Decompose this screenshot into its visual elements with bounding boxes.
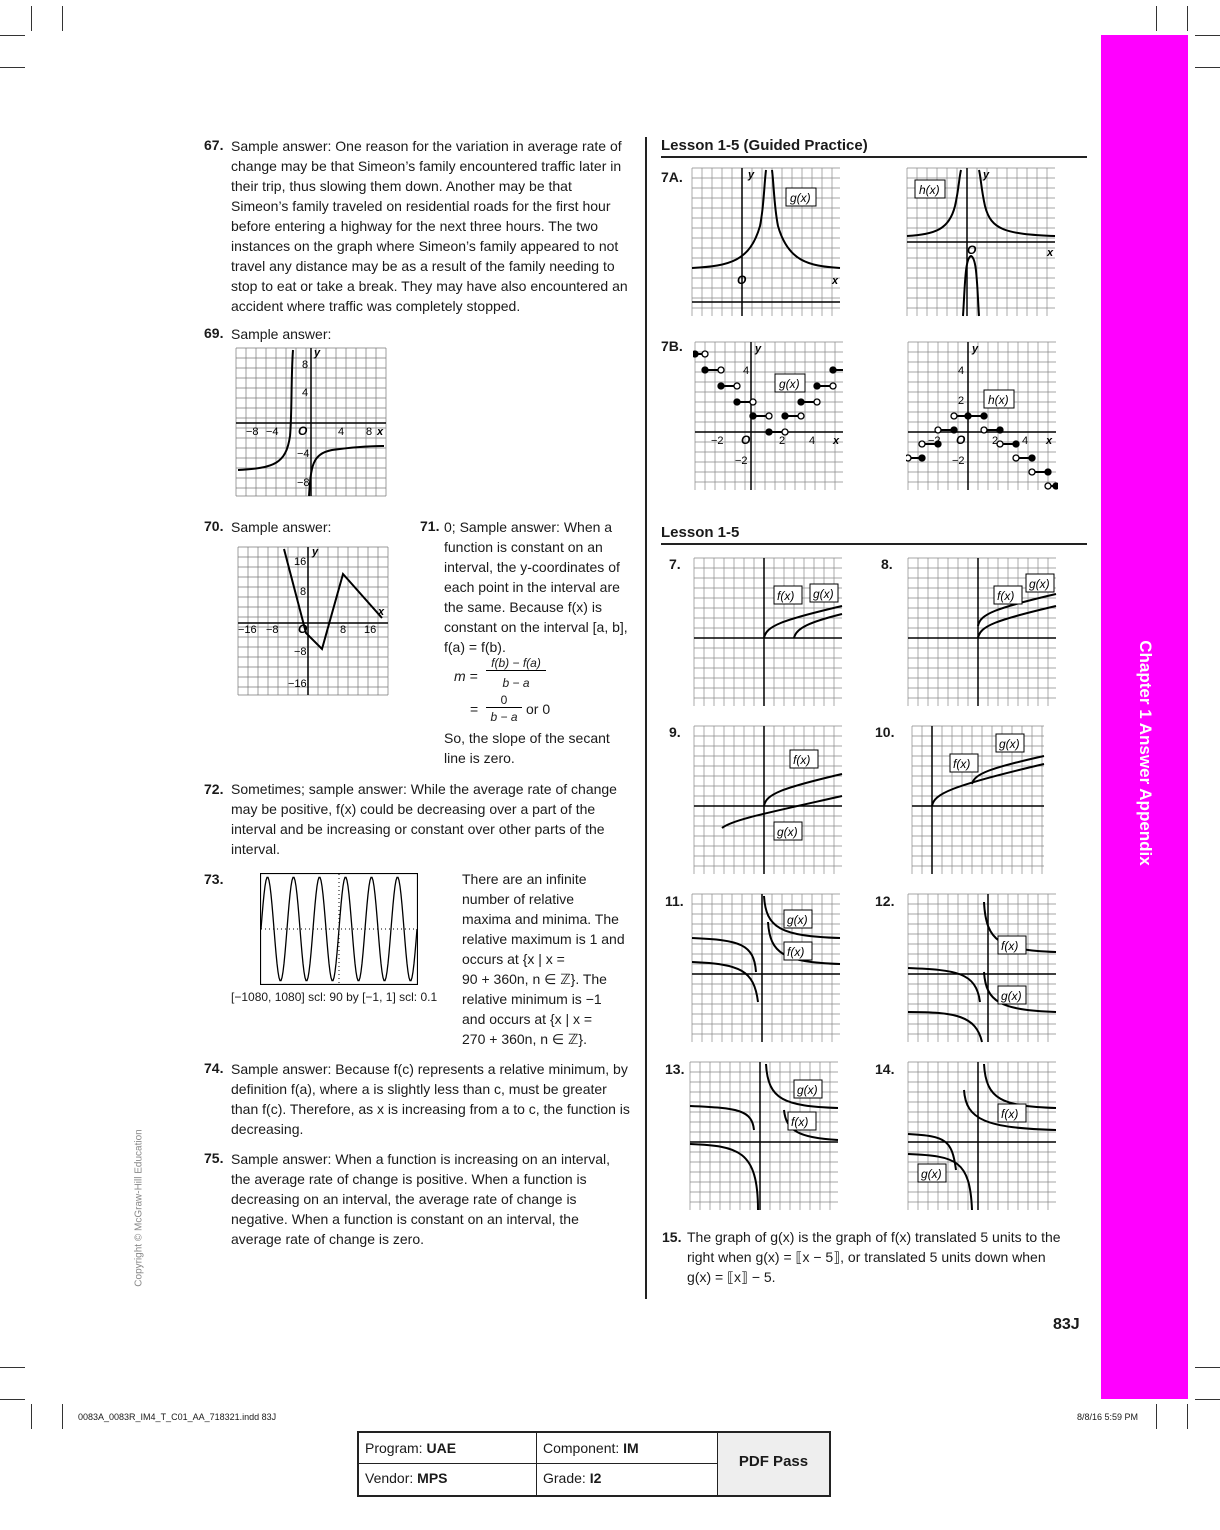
crop-mark — [0, 1399, 25, 1400]
curve — [772, 170, 840, 268]
tick-label: 2 — [992, 435, 999, 447]
label-11: 11. — [665, 893, 684, 909]
component-label: Component: — [543, 1440, 620, 1456]
vendor-label: Vendor: — [365, 1470, 414, 1486]
curve-g — [794, 614, 842, 638]
tick-label: 2 — [958, 395, 965, 407]
q71-frac2-num: 0 — [486, 693, 522, 708]
x-label: x — [378, 606, 385, 618]
tick-label: −8 — [266, 624, 279, 636]
q73-calculator-screen — [260, 873, 418, 985]
x-label: x — [833, 435, 840, 447]
func-label: f(x) — [777, 589, 795, 603]
tick-label: 4 — [958, 365, 965, 377]
origin-label: O — [956, 433, 966, 447]
program-cell — [365, 1440, 456, 1456]
crop-mark — [0, 67, 25, 68]
crop-mark — [1195, 67, 1220, 68]
curve — [692, 962, 758, 1002]
func-label: f(x) — [793, 753, 811, 767]
func-label: h(x) — [988, 393, 1009, 407]
curve — [690, 1144, 758, 1210]
curve-right — [309, 446, 384, 496]
q75-text — [231, 1149, 641, 1249]
q67-line: stop to eat or take a break. They may have also encountered an — [231, 278, 628, 294]
q75-number: 75. — [204, 1150, 224, 1166]
slug-date: 8/8/16 5:59 PM — [1077, 1412, 1139, 1422]
curve — [692, 938, 756, 972]
q15-line: right when g(x) = ⟦x − 5⟧, or translated 5 units down when — [687, 1249, 1046, 1265]
q73-number: 73. — [204, 871, 224, 887]
label-8: 8. — [881, 556, 893, 572]
func-label: g(x) — [999, 737, 1020, 751]
curve — [963, 256, 979, 316]
graph-12-overlay — [906, 892, 1058, 1044]
x-label: x — [832, 275, 839, 287]
q71-line: function is constant on an — [444, 539, 603, 555]
func-label: g(x) — [1029, 577, 1050, 591]
q72-line: Sometimes; sample answer: While the average rate of change — [231, 781, 617, 797]
func-label: g(x) — [813, 587, 834, 601]
q67-line: Simeon’s family traveled on residential roads for the first hour — [231, 198, 611, 214]
chapter-sidebar-label-wrap — [1101, 35, 1188, 1399]
q73-line: 270 + 360n, n ∈ ℤ}. — [462, 1031, 587, 1047]
tick-label: 2 — [779, 435, 786, 447]
y-label: y — [748, 169, 755, 181]
func-label: f(x) — [1001, 939, 1019, 953]
q73-line: relative maximum is 1 and — [462, 931, 625, 947]
q67-number: 67. — [204, 137, 224, 153]
q67-line: their trip, thus slowing them down. Another may be that — [231, 178, 572, 194]
q74-text — [231, 1059, 641, 1139]
tick-label: −2 — [735, 455, 748, 467]
func-label: f(x) — [997, 589, 1015, 603]
q70-graph — [236, 545, 392, 697]
func-label: f(x) — [953, 757, 971, 771]
y-label: y — [312, 546, 319, 558]
curve — [908, 1012, 982, 1042]
label-7b: 7B. — [661, 338, 683, 354]
tick-label: 4 — [1022, 435, 1029, 447]
tick-label: 8 — [366, 426, 373, 438]
label-14: 14. — [875, 1061, 895, 1077]
q71-line: f(a) = f(b). — [444, 639, 506, 655]
q67-line: before entering a highway for the next three hours. The two — [231, 218, 599, 234]
q73-line: relative minimum is −1 — [462, 991, 602, 1007]
label-10: 10. — [875, 724, 895, 740]
curve — [984, 1064, 1056, 1108]
component-value: IM — [623, 1440, 639, 1456]
q74-number: 74. — [204, 1060, 224, 1076]
q71-or0: or 0 — [526, 701, 551, 717]
func-label: g(x) — [1001, 989, 1022, 1003]
q15-text — [687, 1227, 1087, 1287]
curve — [690, 1106, 754, 1130]
section-heading-lesson: Lesson 1-5 — [661, 524, 1087, 545]
q73-line: 90 + 360n, n ∈ ℤ}. The — [462, 971, 607, 987]
page-number: 83J — [1053, 1316, 1080, 1333]
graph-10-overlay — [910, 724, 1046, 876]
y-label: y — [972, 343, 979, 355]
tick-label: −16 — [288, 678, 307, 690]
status-cell: PDF Pass — [738, 1453, 809, 1470]
crop-mark — [62, 6, 63, 31]
column-divider — [645, 137, 647, 1299]
tick-label: −2 — [928, 435, 941, 447]
crop-mark — [1187, 1404, 1188, 1429]
graph-7b-h-overlay — [906, 340, 1058, 492]
q71-line: each point in the interval are — [444, 579, 620, 595]
q73-line: maxima and minima. The — [462, 911, 619, 927]
q71-line: interval, the y-coordinates of — [444, 559, 620, 575]
y-label: y — [314, 347, 321, 359]
q73-line: and occurs at {x | x = — [462, 1011, 593, 1027]
graph-11-overlay — [690, 892, 842, 1044]
origin-label: O — [741, 433, 751, 447]
q15-line: g(x) = ⟦x⟧ − 5. — [687, 1269, 776, 1285]
origin-label: O — [298, 424, 308, 438]
q73-line: occurs at {x | x = — [462, 951, 565, 967]
q71-conclusion — [444, 728, 634, 768]
y-label: y — [983, 169, 990, 181]
crop-mark — [1195, 35, 1220, 36]
func-label: g(x) — [797, 1083, 818, 1097]
x-label: x — [377, 426, 384, 438]
q75-line: negative. When a function is constant on an interval, the — [231, 1211, 579, 1227]
func-label: g(x) — [921, 1167, 942, 1181]
q74-line: Sample answer: Because f(c) represents a relative minimum, by — [231, 1061, 628, 1077]
graph-7b-g-overlay — [693, 340, 845, 492]
grade-value: I2 — [589, 1470, 602, 1486]
q67-line: accident where traffic was completely stopped. — [231, 298, 521, 314]
q74-line: definition f(a), where a is slightly less than c, must be greater — [231, 1081, 607, 1097]
curve-f — [764, 606, 842, 638]
q67-line: Sample answer: One reason for the variation in average rate of — [231, 138, 622, 154]
x-label: x — [1046, 435, 1053, 447]
q72-text — [231, 779, 641, 859]
func-label: g(x) — [779, 377, 800, 391]
q72-line: may be positive, f(x) could be decreasing over a part of the — [231, 801, 596, 817]
production-info-table — [357, 1431, 831, 1497]
tick-label: −8 — [297, 477, 310, 489]
tick-label: −4 — [297, 448, 310, 460]
q75-line: Sample answer: When a function is increasing on an interval, — [231, 1151, 610, 1167]
q72-number: 72. — [204, 781, 224, 797]
crop-mark — [31, 1404, 32, 1429]
graph-8-overlay — [906, 556, 1058, 708]
tick-label: 16 — [364, 624, 377, 636]
q71-number: 71. — [420, 518, 440, 534]
q67-line: travel any distance may be as a result of the family needing to — [231, 258, 615, 274]
section-heading-guided: Lesson 1-5 (Guided Practice) — [661, 137, 1087, 158]
func-label: f(x) — [1001, 1107, 1019, 1121]
label-7: 7. — [669, 556, 681, 572]
grid — [238, 547, 388, 695]
origin-label: O — [737, 273, 747, 287]
label-13: 13. — [665, 1061, 685, 1077]
tick-label: 8 — [302, 359, 309, 371]
q75-line: decreasing on an interval, the average rate of change is — [231, 1191, 577, 1207]
crop-mark — [62, 1404, 63, 1429]
program-label: Program: — [365, 1440, 423, 1456]
slug-file: 0083A_0083R_IM4_T_C01_AA_718321.indd 83J — [78, 1412, 277, 1422]
tick-label: 16 — [294, 556, 307, 568]
func-label: h(x) — [919, 183, 940, 197]
q73-line: number of relative — [462, 891, 575, 907]
copyright-notice: Copyright © McGraw-Hill Education — [133, 1129, 145, 1287]
curve-f — [978, 606, 1056, 638]
func-label: g(x) — [787, 913, 808, 927]
tick-label: −16 — [238, 624, 257, 636]
func-label: g(x) — [777, 825, 798, 839]
graph-7a-h-overlay — [905, 166, 1057, 318]
func-label: f(x) — [791, 1115, 809, 1129]
q69-text: Sample answer: — [231, 326, 332, 342]
x-label: x — [1047, 247, 1054, 259]
grade-label: Grade: — [543, 1470, 586, 1486]
origin-label: O — [298, 622, 308, 636]
q71-line: the same. Because f(x) is — [444, 599, 602, 615]
q71-line: line is zero. — [444, 750, 515, 766]
component-cell — [543, 1440, 639, 1456]
tick-label: 8 — [340, 624, 347, 636]
grade-cell — [543, 1470, 601, 1486]
y-label: y — [755, 343, 762, 355]
crop-mark — [31, 6, 32, 31]
q73-text — [462, 869, 642, 1049]
q71-frac2-den: b − a — [490, 710, 518, 724]
q70-number: 70. — [204, 518, 224, 534]
q71-text — [444, 517, 634, 657]
graph-14-overlay — [906, 1060, 1058, 1212]
graph-9-overlay — [692, 724, 844, 876]
q15-line: The graph of g(x) is the graph of f(x) translated 5 units to the — [687, 1229, 1061, 1245]
q69-number: 69. — [204, 325, 224, 341]
tick-label: −2 — [952, 455, 965, 467]
graph-7-overlay — [692, 556, 844, 708]
label-7a: 7A. — [661, 169, 683, 185]
q75-line: the average rate of change is positive. When a function is — [231, 1171, 587, 1187]
q69-graph — [234, 346, 390, 498]
crop-mark — [1195, 1367, 1220, 1368]
q71-m-label: m = — [454, 668, 478, 684]
label-12: 12. — [875, 893, 895, 909]
q71-line: 0; Sample answer: When a — [444, 519, 613, 535]
crop-mark — [1156, 6, 1157, 31]
origin-label: O — [967, 243, 977, 257]
q74-line: decreasing. — [231, 1121, 304, 1137]
q73-window: [−1080, 1080] scl: 90 by [−1, 1] scl: 0.1 — [231, 990, 438, 1004]
tick-label: 8 — [300, 586, 307, 598]
q71-line: constant on the interval [a, b], — [444, 619, 628, 635]
func-label: f(x) — [787, 945, 805, 959]
graph-7a-g-overlay — [690, 166, 842, 318]
q67-text — [231, 136, 641, 316]
curve — [908, 968, 980, 1002]
tick-label: −4 — [266, 426, 279, 438]
tick-label: 4 — [302, 387, 309, 399]
q72-line: interval. — [231, 841, 281, 857]
crop-mark — [0, 35, 25, 36]
label-9: 9. — [669, 724, 681, 740]
tick-label: 4 — [338, 426, 345, 438]
q15-number: 15. — [662, 1229, 682, 1245]
crop-mark — [1195, 1399, 1220, 1400]
q74-line: than f(c). Therefore, as x is increasing from a to c, the function is — [231, 1101, 630, 1117]
vendor-value: MPS — [417, 1470, 448, 1486]
tick-label: −2 — [711, 435, 724, 447]
tick-label: 4 — [809, 435, 816, 447]
crop-mark — [0, 1367, 25, 1368]
func-label: g(x) — [790, 191, 811, 205]
curve-f — [764, 774, 842, 806]
curve — [692, 170, 766, 268]
tick-label: −8 — [294, 646, 307, 658]
chapter-sidebar-label: Chapter 1 Answer Appendix — [1135, 640, 1155, 866]
q72-line: interval and be increasing or constant over other parts of the — [231, 821, 605, 837]
q71-frac1-den: b − a — [502, 676, 530, 690]
q73-line: There are an infinite — [462, 871, 587, 887]
curve — [979, 170, 1055, 236]
crop-mark — [1156, 1404, 1157, 1429]
tick-label: −8 — [246, 426, 259, 438]
q71-line: So, the slope of the secant — [444, 730, 610, 746]
program-value: UAE — [426, 1440, 457, 1456]
q71-eq2: = — [470, 701, 479, 717]
graph-13-overlay — [688, 1060, 840, 1212]
tick-label: 4 — [743, 365, 750, 377]
q71-frac1-num: f(b) − f(a) — [486, 656, 546, 671]
crop-mark — [1187, 6, 1188, 31]
q70-text: Sample answer: — [231, 519, 332, 535]
q75-line: average rate of change is zero. — [231, 1231, 425, 1247]
q67-line: change may be that Simeon’s family encountered traffic later in — [231, 158, 622, 174]
q67-line: instances on the graph where Simeon’s family appeared to not — [231, 238, 619, 254]
vendor-cell — [365, 1470, 448, 1486]
